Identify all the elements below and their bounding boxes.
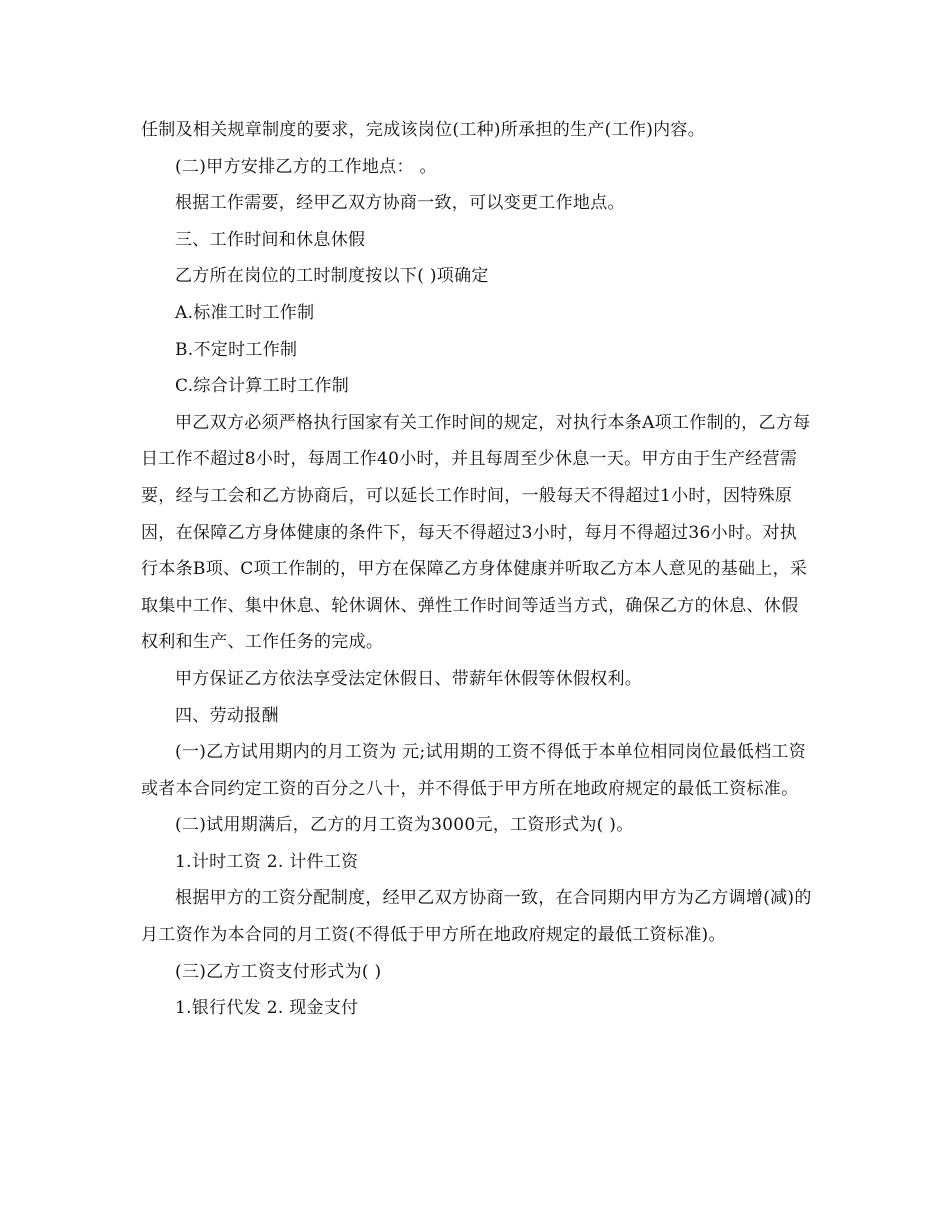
paragraph: 乙方所在岗位的工时制度按以下( )项确定 <box>175 266 489 287</box>
option-item: C.综合计算工时工作制 <box>175 376 350 397</box>
paragraph: 根据工作需要，经甲乙双方协商一致，可以变更工作地点。 <box>175 193 625 214</box>
option-item: B.不定时工作制 <box>175 339 298 360</box>
paragraph: (二)试用期满后，乙方的月工资为3000元，工资形式为( )。 <box>175 815 634 836</box>
paragraph: 任制及相关规章制度的要求，完成该岗位(工种)所承担的生产(工作)内容。 <box>141 120 706 140</box>
paragraph: (一)乙方试用期内的月工资为 元;试用期的工资不得低于本单位相同岗位最低档工资或者本合同约定工资的百分之八十，并不得低于甲方所在地政府规定的最低工资标准。 <box>141 742 807 799</box>
paragraph: 根据甲方的工资分配制度，经甲乙双方协商一致，在合同期内甲方为乙方调增(减)的月工资作为本合同的月工资(不得低于甲方所在地政府规定的最低工资标准)。 <box>141 888 812 946</box>
section-heading: 三、工作时间和休息休假 <box>175 229 366 250</box>
section-heading: 四、劳动报酬 <box>175 705 279 726</box>
paragraph: (二)甲方安排乙方的工作地点： 。 <box>175 156 437 177</box>
paragraph: 甲方保证乙方依法享受法定休假日、带薪年休假等休假权利。 <box>175 668 643 689</box>
paragraph: (三)乙方工资支付形式为( ) <box>175 961 382 982</box>
option-item: 1.银行代发 2. 现金支付 <box>175 998 359 1019</box>
option-item: 1.计时工资 2. 计件工资 <box>175 851 359 872</box>
option-item: A.标准工时工作制 <box>175 302 315 323</box>
paragraph: 甲乙双方必须严格执行国家有关工作时间的规定，对执行本条A项工作制的，乙方每日工作不超过8小时，每周工作40小时，并且每周至少休息一天。甲方由于生产经营需要，经与工会和乙方协商后，可以延长工作时间，一般每天不得超过1小时，因特殊原因，在保障乙方身体健康的条件下，每天不得超过3小时，每月不得超过36小时。对执行本条B项、C项工作制的，甲方在保障乙方身体健康并听取乙方本人意见的基础上，采取集中工作、集中休息、轮休调休、弹性工作时间等适当方式，确保乙方的休息、休假权利和生产、工作任务的完成。 <box>141 412 811 653</box>
document-body <box>141 112 813 1027</box>
